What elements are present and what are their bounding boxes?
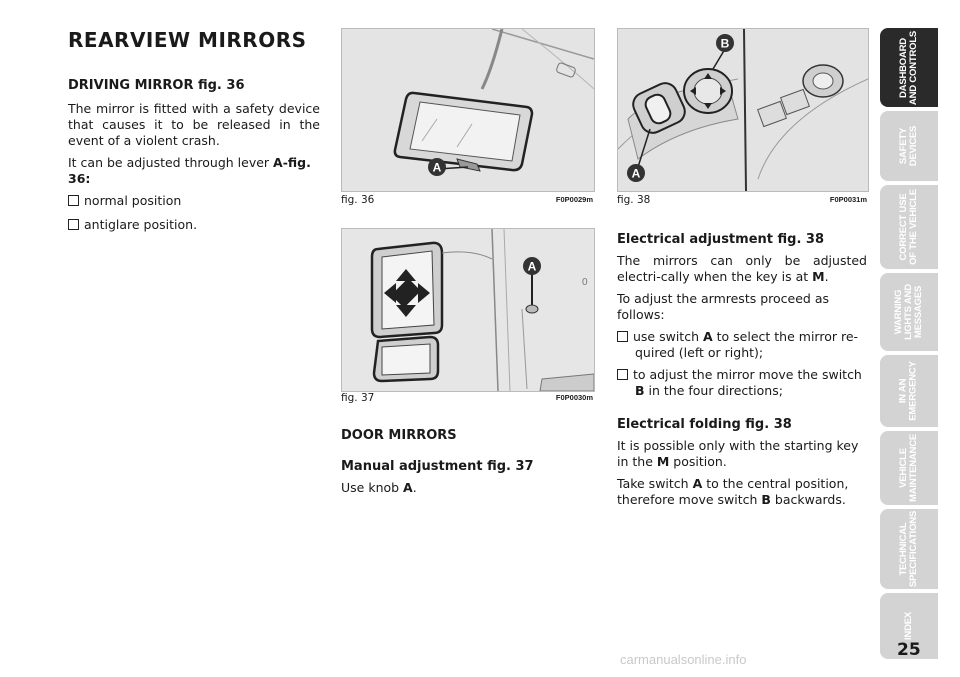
door-mirror-illustration bbox=[342, 229, 594, 391]
fig-36-caption: fig. 36 bbox=[341, 194, 375, 206]
checkbox-bullet-icon bbox=[617, 331, 628, 342]
mirror-switches-illustration bbox=[618, 29, 868, 191]
bullet-switch-b: to adjust the mirror move the switch B in the four directions; bbox=[617, 367, 867, 399]
fig-38-caption: fig. 38 bbox=[617, 194, 651, 206]
folding-key-text: It is possible only with the starting key in the M position. bbox=[617, 438, 859, 469]
driving-mirror-lever-text: It can be adjusted through lever A-fig. 36: bbox=[68, 155, 311, 186]
driving-mirror-heading: DRIVING MIRROR fig. 36 bbox=[68, 78, 245, 93]
electrical-section bbox=[617, 232, 867, 508]
checkbox-bullet-icon bbox=[68, 195, 79, 206]
svg-text:A: A bbox=[631, 166, 641, 181]
svg-text:A: A bbox=[527, 259, 537, 274]
electrical-key-text: The mirrors can only be adjusted electri-cally when the key is at M. bbox=[617, 253, 867, 284]
manual-adjustment-heading: Manual adjustment fig. 37 bbox=[341, 459, 534, 474]
driving-mirror-text: The mirror is fitted with a safety device that causes it to be released in the event of a violent crash. bbox=[68, 101, 320, 148]
tab-in-an-emergency[interactable]: IN AN EMERGENCY bbox=[880, 355, 938, 427]
svg-text:B: B bbox=[720, 36, 730, 51]
driving-mirror-section bbox=[68, 78, 320, 233]
page-number: 25 bbox=[897, 640, 921, 660]
tab-warning-lights[interactable]: WARNING LIGHTS AND MESSAGES bbox=[880, 273, 938, 351]
tab-correct-use[interactable]: CORRECT USE OF THE VEHICLE bbox=[880, 185, 938, 269]
tab-index[interactable]: INDEX bbox=[880, 593, 938, 659]
tab-vehicle-maintenance[interactable]: VEHICLE MAINTENANCE bbox=[880, 431, 938, 505]
watermark: carmanualsonline.info bbox=[620, 652, 747, 667]
checkbox-bullet-icon bbox=[68, 219, 79, 230]
bullet-switch-a: use switch A to select the mirror re-quired (left or right); bbox=[617, 329, 867, 361]
fig-36-image bbox=[341, 28, 595, 192]
electrical-proceed-text: To adjust the armrests proceed as follows: bbox=[617, 291, 829, 322]
svg-text:A: A bbox=[432, 160, 442, 175]
fig-38-image bbox=[617, 28, 869, 192]
fig-37-caption: fig. 37 bbox=[341, 392, 375, 404]
door-mirrors-heading: DOOR MIRRORS bbox=[341, 428, 457, 443]
fig-38-code: F0P0031m bbox=[829, 195, 867, 204]
bullet-antiglare-position: antiglare position. bbox=[68, 217, 320, 233]
fig-36-code: F0P0029m bbox=[555, 195, 593, 204]
bullet-normal-position: normal position bbox=[68, 193, 320, 209]
checkbox-bullet-icon bbox=[617, 369, 628, 380]
rearview-mirror-illustration bbox=[342, 29, 594, 191]
tab-technical-specifications[interactable]: TECHNICAL SPECIFICATIONS bbox=[880, 509, 938, 589]
svg-text:0: 0 bbox=[582, 277, 588, 288]
page-title: REARVIEW MIRRORS bbox=[68, 28, 307, 52]
door-mirrors-section bbox=[341, 428, 593, 496]
tab-dashboard-and-controls[interactable]: DASHBOARD AND CONTROLS bbox=[880, 28, 938, 107]
tab-safety-devices[interactable]: SAFETY DEVICES bbox=[880, 111, 938, 181]
fig-37-code: F0P0030m bbox=[555, 393, 593, 402]
manual-adjustment-text: Use knob A. bbox=[341, 480, 417, 495]
electrical-adjustment-heading: Electrical adjustment fig. 38 bbox=[617, 232, 824, 247]
fig-37-image bbox=[341, 228, 595, 392]
folding-switch-text: Take switch A to the central position, therefore move switch B backwards. bbox=[617, 476, 849, 507]
electrical-folding-heading: Electrical folding fig. 38 bbox=[617, 417, 792, 432]
